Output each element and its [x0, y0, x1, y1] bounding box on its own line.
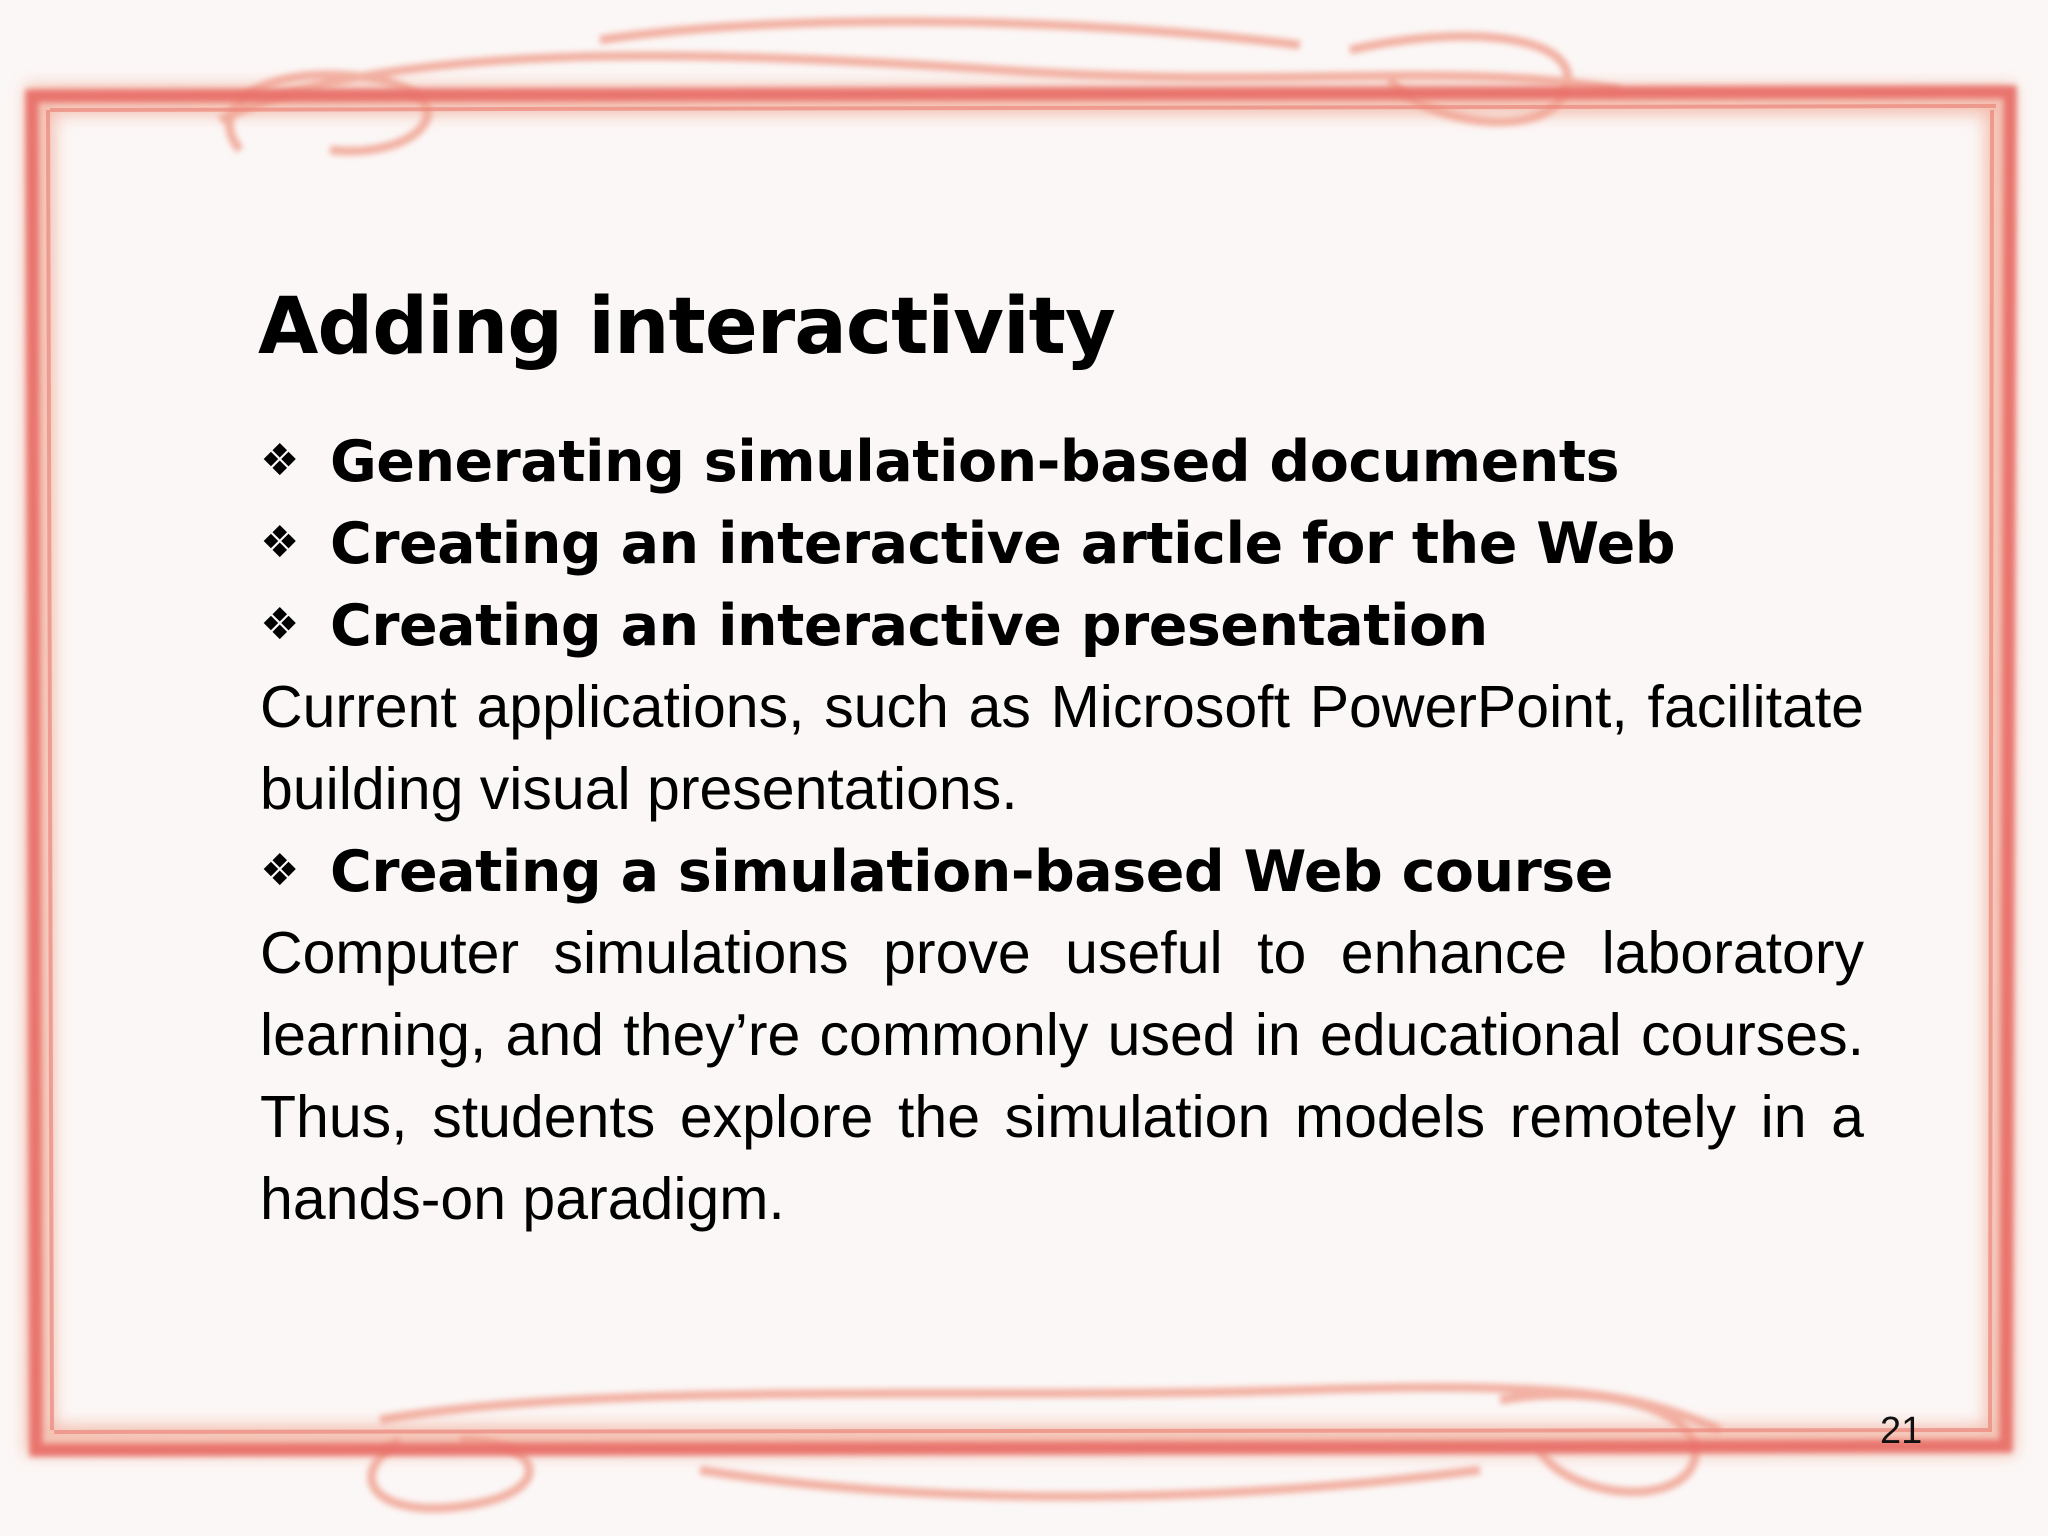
bullet-text: Creating an interactive presentation [330, 593, 1488, 659]
bullet-diamond-icon: ❖ [260, 435, 299, 486]
bullet-diamond-icon: ❖ [260, 599, 299, 650]
bullet-text: Creating a simulation-based Web course [330, 839, 1613, 905]
bullet-diamond-icon: ❖ [260, 517, 299, 568]
bullet-diamond-icon: ❖ [260, 845, 299, 896]
bullet-item [260, 420, 1864, 502]
bullet-item [260, 584, 1864, 666]
bullet-item [260, 502, 1864, 584]
slide-content [260, 420, 1864, 1240]
paragraph-text: Current applications, such as Microsoft PowerPoint, facilitate building visual presentations. [260, 674, 1864, 822]
page-number: 21 [1880, 1410, 1923, 1452]
bullet-item [260, 830, 1864, 912]
paragraph-text: Computer simulations prove useful to enhance laboratory learning, and they’re commonly used in educational courses. Thus, students explore the simulation models remotely in a hands-on paradigm. [260, 920, 1864, 1232]
bullet-text: Generating simulation-based documents [330, 429, 1620, 495]
slide-title: Adding interactivity [258, 282, 1115, 372]
bullet-text: Creating an interactive article for the Web [330, 511, 1676, 577]
